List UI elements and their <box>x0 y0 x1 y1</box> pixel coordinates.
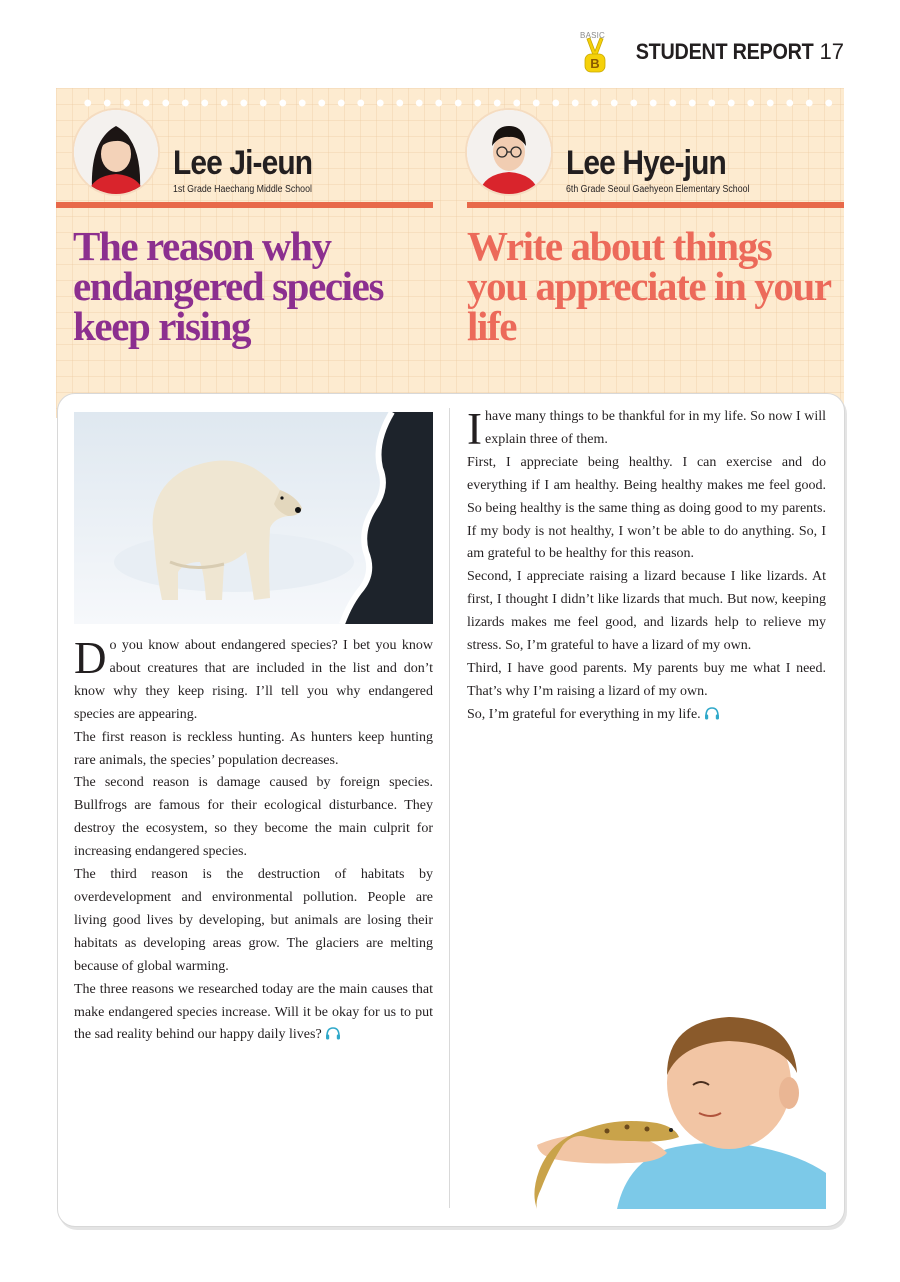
left-paragraph-5 <box>74 979 433 1048</box>
right-paragraph-2: First, I appreciate being healthy. I can exercise and do everything if I am healthy. Being healthy makes me feel good. So being healthy is the same thing as doing good to my parents. If my body is not healthy, I won’t be able to do anything. So, I am grateful to be healthy for this reason. <box>467 454 826 562</box>
left-paragraph-3: The second reason is damage caused by foreign species. Bullfrogs are famous for their ecological disturbance. They destroy the ecosystem, so they become the main culprit for increasing endangered species. <box>74 775 433 860</box>
left-paragraph-2: The first reason is reckless hunting. As hunters keep hunting rare animals, the species’ population decreases. <box>74 729 433 768</box>
perforation-dots <box>78 98 838 108</box>
accent-rule-right <box>467 202 844 208</box>
headphones-icon <box>325 1026 341 1040</box>
left-paragraph-1 <box>74 635 433 727</box>
article-title-right: Write about things you appreciate in your life <box>467 223 830 349</box>
avatar-left <box>74 110 158 194</box>
boy-with-lizard-photo <box>467 1013 826 1209</box>
polar-bear-photo <box>74 412 433 624</box>
basic-logo <box>580 31 610 73</box>
page-number: 17 <box>819 39 844 64</box>
logo-letter: B <box>590 56 600 71</box>
right-article-body <box>467 406 826 727</box>
left-paragraph-1-text: o you know about endangered species? I bet you know about creatures that are included in the list and don’t know why they keep rising. I’ll tell you why endangered species are appearing. <box>74 638 433 722</box>
right-paragraph-3: Second, I appreciate raising a lizard because I like lizards. At first, I thought I didn’t like lizards that much. But now, keeping lizards makes me feel good, and lizards help to relieve my stress. So, I’m grateful to have a lizard of my own. <box>467 569 826 654</box>
right-paragraph-5-text: So, I’m grateful for everything in my life. <box>467 706 701 722</box>
right-paragraph-1-text: have many things to be thankful for in my life. So now I will explain three of them. <box>485 409 826 447</box>
author-school-left: 1st Grade Haechang Middle School <box>173 184 312 195</box>
author-name-left: Lee Ji-eun <box>173 144 313 182</box>
right-paragraph-4: Third, I have good parents. My parents buy me what I need. That’s why I’m raising a lizard of my own. <box>467 660 826 699</box>
dropcap-right: I <box>467 404 482 454</box>
author-right <box>467 110 844 210</box>
avatar-right <box>467 110 551 194</box>
column-divider <box>449 408 450 1208</box>
logo-tag: BASIC <box>580 31 606 40</box>
left-paragraph-4: The third reason is the destruction of habitats by overdevelopment and environmental pollution. People are living good lives by developing, but animals are losing their habitats as developing areas grow. The glaciers are melting because of global warming. <box>74 867 433 974</box>
girl-portrait <box>74 110 158 194</box>
author-name-right: Lee Hye-jun <box>566 144 726 182</box>
boy-with-lizard-image <box>467 1013 826 1209</box>
page-header <box>580 30 844 74</box>
v-hand-icon <box>582 37 608 73</box>
left-article-body <box>74 635 433 1047</box>
report-title: STUDENT REPORT <box>635 39 814 64</box>
headphones-icon <box>704 706 720 720</box>
left-paragraph-5-text: The three reasons we researched today are the main causes that make endangered species increase. Will it be okay for us to put the sad reality behind our happy daily lives? <box>74 981 433 1043</box>
right-paragraph-1 <box>467 406 826 452</box>
right-paragraph-5 <box>467 704 826 727</box>
dropcap-left: D <box>74 633 107 683</box>
article-title-left: The reason why endangered species keep rising <box>73 223 384 349</box>
polar-bear-image <box>74 412 433 624</box>
accent-rule-left <box>56 202 433 208</box>
boy-portrait <box>467 110 551 194</box>
author-left <box>56 110 433 210</box>
author-school-right: 6th Grade Seoul Gaehyeon Elementary School <box>566 184 750 195</box>
